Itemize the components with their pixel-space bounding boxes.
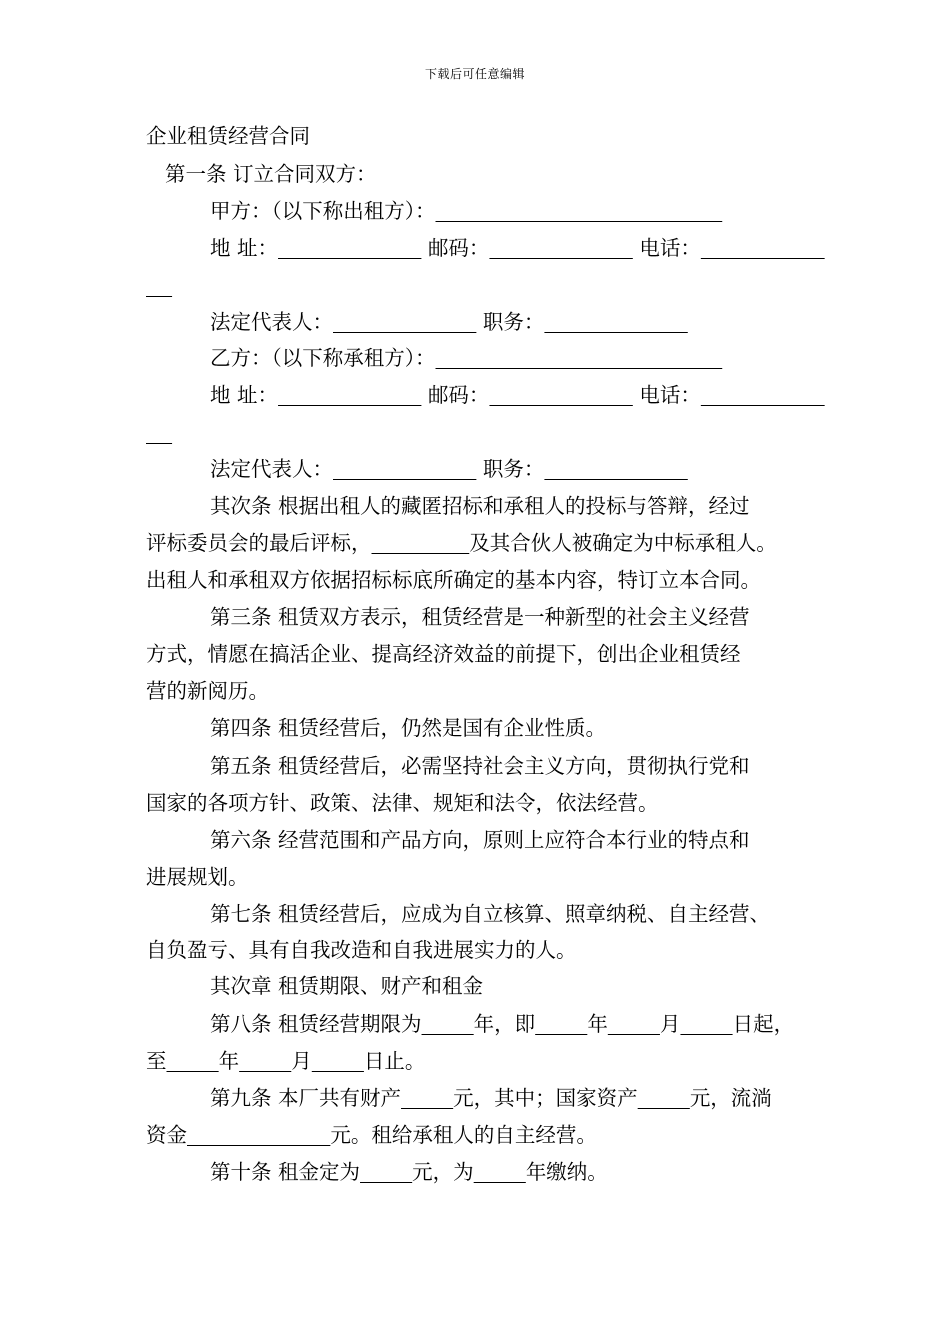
position-blank xyxy=(544,310,687,334)
paragraph-text: 第四条 租赁经营后，仍然是国有企业性质。 xyxy=(210,716,607,740)
article-4-line-1 xyxy=(210,714,606,742)
start-year-blank xyxy=(535,1012,587,1036)
postcode-blank xyxy=(489,236,632,260)
address-label: 地 址： xyxy=(210,383,279,407)
article-3-line-2 xyxy=(146,640,741,668)
phone-label: 电话： xyxy=(639,236,701,260)
paragraph-text: 第八条 租赁经营期限为 xyxy=(210,1012,422,1036)
party-a-label: 甲方：（以下称出租方）： xyxy=(210,199,436,223)
article-10-line-1 xyxy=(210,1158,608,1186)
party-a-rep-line xyxy=(210,308,688,336)
end-month-blank xyxy=(239,1049,291,1073)
party-b-line xyxy=(210,344,722,372)
paragraph-text: 日止。 xyxy=(363,1049,426,1073)
term-years-blank xyxy=(422,1012,474,1036)
article-5-line-1 xyxy=(210,752,750,780)
legal-rep-blank xyxy=(333,457,476,481)
paragraph-text: 日起， xyxy=(732,1012,795,1036)
working-capital-blank xyxy=(187,1123,330,1147)
paragraph-text: 元，为 xyxy=(412,1160,474,1184)
paragraph-text: 营的新阅历。 xyxy=(146,679,269,703)
legal-rep-label: 法定代表人： xyxy=(210,457,333,481)
paragraph-text: 第六条 经营范围和产品方向，原则上应符合本行业的特点和 xyxy=(210,828,750,852)
phone-blank-wrap xyxy=(146,419,172,447)
article-8-line-2 xyxy=(146,1047,425,1075)
paragraph-text: 国家的各项方针、政策、法律、规矩和法令，依法经营。 xyxy=(146,791,659,815)
party-a-blank xyxy=(436,199,723,223)
party-b-address-line xyxy=(210,381,825,409)
title-text: 企业租赁经营合同 xyxy=(146,124,310,148)
paragraph-text: 第五条 租赁经营后，必需坚持社会主义方向，贯彻执行党和 xyxy=(210,754,750,778)
paragraph-text: 其次条 根据出租人的藏匿招标和承租人的投标与答辩，经过 xyxy=(210,494,750,518)
phone-blank xyxy=(701,383,825,407)
article-5-line-2 xyxy=(146,789,659,817)
paragraph-text: 资金 xyxy=(146,1123,187,1147)
paragraph-text: 自负盈亏、具有自我改造和自我进展实力的人。 xyxy=(146,938,577,962)
article-1-heading xyxy=(165,160,377,188)
article-2-line-2 xyxy=(146,529,777,557)
total-assets-blank xyxy=(401,1086,453,1110)
party-b-label: 乙方：（以下称承租方）： xyxy=(210,346,436,370)
paragraph-text: 月 xyxy=(291,1049,312,1073)
article-3-line-3 xyxy=(146,677,269,705)
phone-blank-wrap xyxy=(146,272,172,300)
paragraph-text: 评标委员会的最后评标， xyxy=(146,531,372,555)
address-blank xyxy=(278,236,421,260)
legal-rep-label: 法定代表人： xyxy=(210,310,333,334)
paragraph-text: 年缴纳。 xyxy=(525,1160,608,1184)
paragraph-text: 元。租给承租人的自主经营。 xyxy=(330,1123,597,1147)
paragraph-text: 年 xyxy=(218,1049,240,1073)
article-7-line-2 xyxy=(146,936,577,964)
postcode-label: 邮码： xyxy=(427,383,490,407)
contract-title xyxy=(146,122,310,150)
article-6-line-2 xyxy=(146,863,249,891)
article-7-line-1 xyxy=(210,900,770,928)
phone-blank-continued xyxy=(146,274,172,298)
paragraph-text: 出租人和承租双方依据招标标底所确定的基本内容，特订立本合同。 xyxy=(146,568,761,592)
article-1-text: 第一条 订立合同双方： xyxy=(165,162,377,186)
winner-blank xyxy=(372,531,470,555)
phone-blank xyxy=(701,236,825,260)
article-8-line-1 xyxy=(210,1010,794,1038)
phone-blank-continued xyxy=(146,421,172,445)
end-year-blank xyxy=(167,1049,219,1073)
rent-amount-blank xyxy=(360,1160,412,1184)
article-2-line-1 xyxy=(210,492,750,520)
paragraph-text: 第九条 本厂共有财产 xyxy=(210,1086,402,1110)
paragraph-text: 至 xyxy=(146,1049,167,1073)
position-label: 职务： xyxy=(482,457,545,481)
paragraph-text: 进展规划。 xyxy=(146,865,249,889)
postcode-label: 邮码： xyxy=(427,236,490,260)
paragraph-text: 第三条 租赁双方表示，租赁经营是一种新型的社会主义经营 xyxy=(210,605,750,629)
end-day-blank xyxy=(312,1049,364,1073)
state-assets-blank xyxy=(638,1086,690,1110)
paragraph-text: 元，其中；国家资产 xyxy=(453,1086,638,1110)
address-label: 地 址： xyxy=(210,236,279,260)
address-blank xyxy=(278,383,421,407)
position-label: 职务： xyxy=(482,310,545,334)
article-9-line-2 xyxy=(146,1121,597,1149)
party-b-blank xyxy=(436,346,723,370)
chapter-2-heading xyxy=(210,972,483,1000)
paragraph-text: 第七条 租赁经营后，应成为自立核算、照章纳税、自主经营、 xyxy=(210,902,771,926)
postcode-blank xyxy=(489,383,632,407)
phone-label: 电话： xyxy=(639,383,701,407)
party-b-rep-line xyxy=(210,455,688,483)
paragraph-text: 年，即 xyxy=(473,1012,536,1036)
paragraph-text: 第十条 租金定为 xyxy=(210,1160,361,1184)
article-2-line-3 xyxy=(146,566,761,594)
article-3-line-1 xyxy=(210,603,750,631)
chapter-title: 其次章 租赁期限、财产和租金 xyxy=(210,974,484,998)
position-blank xyxy=(544,457,687,481)
party-a-line xyxy=(210,197,722,225)
page-header-note: 下载后可任意编辑 xyxy=(424,67,525,81)
paragraph-text: 年 xyxy=(587,1012,608,1036)
paragraph-text: 方式，情愿在搞活企业、提高经济效益的前提下，创出企业租赁经 xyxy=(146,642,741,666)
paragraph-text: 元，流淌 xyxy=(689,1086,772,1110)
start-day-blank xyxy=(680,1012,732,1036)
start-month-blank xyxy=(608,1012,660,1036)
paragraph-text: 月 xyxy=(659,1012,681,1036)
article-9-line-1 xyxy=(210,1084,772,1112)
paragraph-text: 及其合伙人被确定为中标承租人。 xyxy=(469,531,777,555)
rent-period-blank xyxy=(474,1160,526,1184)
legal-rep-blank xyxy=(333,310,476,334)
party-a-address-line xyxy=(210,234,825,262)
article-6-line-1 xyxy=(210,826,750,854)
